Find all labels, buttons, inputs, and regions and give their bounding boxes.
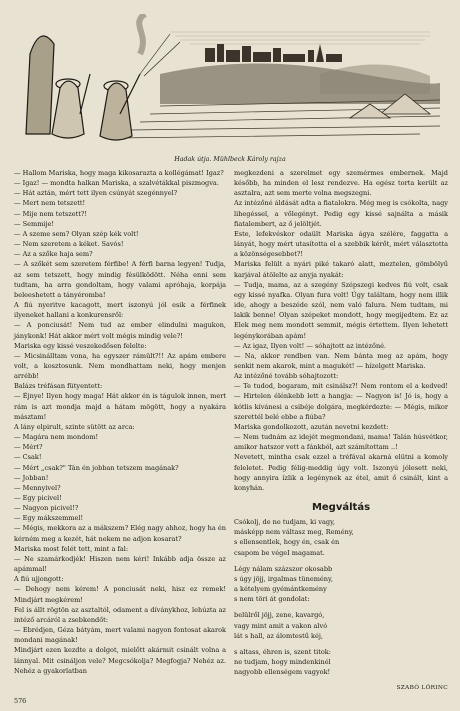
- poem-author: SZABÓ LŐRINC: [396, 685, 448, 692]
- poem-line: lát s hall, az álomtestű kéj,: [234, 631, 323, 640]
- story-paragraph: Mariska gondolkozott, azután nevetni kezdett:: [234, 422, 389, 431]
- story-paragraph: — Csak!: [14, 453, 42, 462]
- poem-body: [234, 517, 448, 677]
- story-paragraph: — Mért?: [14, 443, 43, 452]
- poem-line: másképp nem váltasz meg, Remény,: [234, 528, 354, 537]
- story-paragraph: — A ponciusát! Nem tud az ember elindulni magukon, jánykonk! Hát akkor mért volt mégis mindig vele?!: [14, 321, 226, 340]
- story-paragraph: Este, lefekvéskor odaült Mariska ágya szélére, faggatta a lányát, hogy mért utasította el a szebbik kérőt, mért választotta a közönségesebbet?!: [234, 229, 448, 259]
- story-paragraph: — Az igaz, Ilyen volt! — sóhajtott az intézőné.: [234, 341, 387, 350]
- poem-stanza: [234, 647, 448, 677]
- story-paragraph: — Mért „csak?" Tán én jobban tetszem magának?: [14, 463, 179, 472]
- poem-line: s altass, éhren is, szent titok:: [234, 647, 331, 656]
- story-paragraph: Mariska egy kissé veszekedősen felelte:: [14, 341, 147, 350]
- story-paragraph: — Az a szőke haja sem?: [14, 250, 93, 259]
- story-paragraph: — A szeme sem? Olyan szép kék volt!: [14, 229, 139, 238]
- story-paragraph: — Ne szamárkodjék! Hiszen nem kéri! Inkább adja össze az apámmal!: [14, 554, 226, 574]
- story-paragraph: A fiú nyeritve kacagott, mert iszonyú jól esik a férfinek ilyeneket hallani a konkurensről:: [14, 301, 226, 320]
- story-paragraph: — Mennyivel?: [14, 483, 61, 492]
- story-paragraph: — Mert nem tetszett!: [14, 199, 86, 208]
- story-paragraph: Mariska most felét tett, mint a fal:: [14, 544, 129, 553]
- story-paragraph: megkezdeni a szerelmet egy szemérmes embernek. Majd később, ha minden el lesz rendezve. Ha egész torta került az asztalra, azt sem merte volna megszegni.: [234, 169, 448, 198]
- story-paragraph: A fiú ujjongott:: [14, 575, 64, 584]
- poem-line: a kételyem gyémántkemény: [234, 585, 327, 594]
- poem-line: belülről jöjj, zene, kavargó,: [234, 611, 325, 620]
- story-paragraph: Balázs tréfásan fütyentett:: [14, 382, 103, 391]
- story-paragraph: — Igaz! — mondta halkan Mariska, a szalvétákkal piszmogva.: [14, 179, 219, 188]
- poem-line: nagyobb ellenségem vagyok!: [234, 668, 331, 677]
- story-paragraph: — Magára nem mondom!: [14, 433, 99, 442]
- poem-line: Csókolj, de ne tudjam, ki vagy,: [234, 518, 336, 527]
- poem-line: s nem töri át gondolat:: [234, 595, 310, 604]
- poem-stanza: [234, 517, 448, 558]
- story-paragraph: — Semmije!: [14, 219, 55, 228]
- story-paragraph: Az intézőné áldását adta a fiatalokra. Még meg is csókolta, nagy lihegéssel, a vőlegényt. Pedig egy kissé sajnálta a másik fiatalembert, az ő jelöltjét.: [234, 199, 448, 228]
- poem-line: Légy nálam százszor okosabb: [234, 564, 333, 573]
- story-paragraph: — Mégis, mekkora az a mákszem? Elég nagy ahhoz, hogy ha én kérném meg a kezét, hát nekem ne adjon kosarat?: [14, 524, 226, 543]
- poem-line: s ellensentlek, hogy én, csak én: [234, 538, 340, 547]
- hadak-utja-illustration: [20, 14, 440, 156]
- poem-line: csapom be végeI magamat.: [234, 548, 325, 557]
- story-paragraph: — Mije nem tetszett?!: [14, 209, 88, 218]
- story-paragraph: — Tudja, mama, az a szegény Szépszegi kedves fiú volt, csak egy kissé nyafka. Olyan fura volt! Úgy találtam, hogy nem illik ide, ahogy a beszéde szól, nem való falura. Nem tudtam, mi lakik benne! Olyan szépeket mondott, hogy megijedtem. Ez az Elek meg nem mondott semmit, mégis értettem. Ilyen lehetett legénykorában apám!: [234, 280, 448, 340]
- story-paragraph: — Ebrédjen, Géza bátyám, mert valami nagyon fontosat akarok mondani magának!: [14, 626, 226, 645]
- illustration-caption: Hadak útja. Mühlbeck Károly rajza: [174, 156, 286, 163]
- story-paragraph: Nevetett, mintha csak ezzel a tréfával akarná elütni a komoly feleletet. Pedig félig-meddig úgy volt. Iszonyú jólesett neki, hogy annyira ízlik a legénynek az étel, amit ő csinált, kint a konyhán.: [234, 453, 448, 492]
- poem-line: s úgy jöjj, irgalmas tünemény,: [234, 574, 333, 583]
- poem-line: vagy mint amit a vakon alvó: [234, 621, 328, 630]
- poem-stanza: [234, 564, 448, 605]
- story-paragraph: — Egy picivel!: [14, 494, 62, 502]
- story-paragraph: Mindjárt ezen kezdte a dolgot, mielőtt akármit csinált volna a lánnyal. Mit csináljon vele? Megcsókolja? Megfogja? Nehéz az. Nehéz a gyakorlatban: [14, 646, 226, 675]
- poem-title: Megváltás: [311, 502, 371, 513]
- page-number: 576: [14, 697, 27, 705]
- story-paragraph: — Nem szeretem a kéket. Savós!: [14, 240, 124, 249]
- story-left-column: [14, 168, 226, 676]
- story-paragraph: — Hát aztán, mért tett ilyen csúnyát szegénnyel?: [14, 189, 178, 198]
- story-paragraph: — Na, akkor rendben van. Nem bánta meg az apám, hogy senkit nem akarok, mint a magukét! — hízelgett Mariska.: [234, 351, 448, 370]
- story-paragraph: — Hallom Mariska, hogy maga kikosarazta a kollégámat! Igaz?: [14, 169, 224, 177]
- story-paragraph: — Éjnye! Ilyen hogy maga! Hát akkor én is tágulok innen, mert rám is azt mondja majd a hátam mögött, hogy a nyakára másztam!: [14, 392, 226, 421]
- poem-stanza: [234, 610, 448, 640]
- story-paragraph: Fel is állt rögtön az asztaltól, odament a díványkhoz, lehúzta az intéző arcáról a zsebkendőt:: [14, 605, 226, 624]
- story-right-column: [234, 168, 448, 694]
- story-paragraph: — Dehogy nem kérem! A ponciusát neki, hisz ez remek! Mindjárt megkérem!: [14, 585, 226, 604]
- story-paragraph: A lány elpirult, szinte sütött az arca:: [14, 422, 135, 431]
- story-paragraph: — Nagyon picivel!?: [14, 504, 79, 513]
- story-paragraph: Mariska felült a nyári piké takaró alatt, meztelen, gömbölyű karjával átölelte az anyja nyakát:: [234, 260, 448, 279]
- story-paragraph: — Jobban!: [14, 473, 49, 482]
- story-paragraph: — Micsinálltam vona, ha egyszer rámült?!! Az apám embere volt, a kosztosunk. Nem mondhattam neki, hogy menjen arrébb!: [14, 351, 226, 381]
- story-paragraph: — Te tudod, bogaram, mit csinálsz?! Nem rontom el a kedved! — Hirtelen élénkebb lett a hangja: — Nagyon is! Jó is, hogy a kótlis kívánesi a csibéje dolgára, megkérdezte: — Mégis, mikor szerettél belé ebbe a fiúba?: [234, 382, 448, 421]
- story-paragraph: Az intézőné tovább sóhajtozott:: [234, 372, 339, 381]
- story-paragraph: — A szőkét sem szeretem férfibe! A férfi barna legyen! Tudja, az sem tetszett, hogy mindig fésülködött. Néha enni sem tudtam, ha arra gondoltam, hogy valami apróhaja, korpája beleeshetett a tányéromba!: [14, 260, 226, 299]
- story-paragraph: — Nem tudnám az idejét megmondani, mama! Talán húsvétkor, amikor hatszor vett a fánkból, azt számítottam ..!: [234, 433, 448, 452]
- story-paragraph: — Egy mákszemmel!: [14, 514, 84, 523]
- poem-line: ne tudjam, hogy mindenkinél: [234, 658, 331, 667]
